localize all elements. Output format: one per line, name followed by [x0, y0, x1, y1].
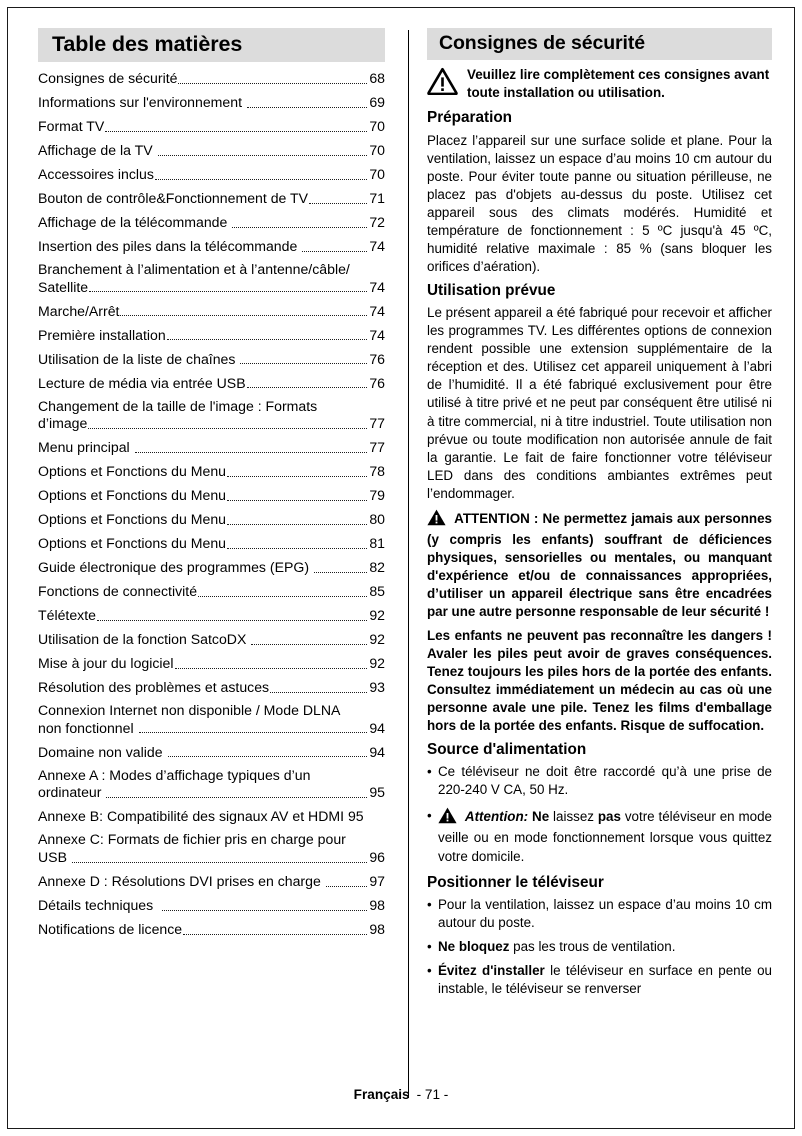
toc-leader-dots	[227, 500, 367, 501]
toc-page-number: 92	[369, 607, 385, 624]
toc-page-number: 78	[369, 463, 385, 480]
document-page	[7, 7, 795, 1129]
toc-entry[interactable]	[38, 189, 385, 208]
attention-block	[427, 509, 772, 621]
footer-page-number: - 71 -	[416, 1087, 449, 1102]
preparation-title: Préparation	[427, 109, 513, 127]
toc-leader-dots	[183, 934, 367, 935]
toc-entry-title: Détails techniques	[38, 897, 161, 913]
children-warning-body: Les enfants ne peuvent pas reconnaître les dangers ! Avaler les piles peut avoir de graves conséquences. Tenez toujours les piles hors de la portée des enfants. Consultez immédiatement un médecin au cas où une personne avale une pile. Tenez les films d'emballage hors de la portée des enfants. Risque de suffocation.	[427, 627, 772, 733]
toc-leader-dots	[309, 203, 367, 204]
toc-entry-title: Fonctions de connectivité	[38, 583, 198, 600]
toc-entry-title: Marche/Arrêt	[38, 302, 120, 319]
toc-page-number: 74	[369, 302, 385, 319]
toc-leader-dots	[227, 476, 367, 477]
table-of-contents-column	[8, 8, 407, 1068]
toc-entry-title: Résolution des problèmes et astuces	[38, 679, 270, 696]
toc-entry-title: Affichage de la TV	[38, 142, 157, 159]
safety-body	[427, 66, 772, 998]
toc-page-number: 70	[369, 142, 385, 159]
toc-page-number: 71	[369, 190, 385, 207]
toc-leader-dots	[227, 548, 367, 549]
toc-entry-title: Annexe B: Compatibilité des signaux AV et HDMI 95	[38, 808, 364, 825]
toc-leader-dots	[270, 692, 367, 693]
toc-entry-title: Satellite	[38, 278, 89, 295]
toc-leader-dots	[135, 452, 368, 453]
attention-inline-label: Attention:	[464, 809, 529, 825]
toc-entry-title: Accessoires inclus	[38, 166, 154, 183]
toc-entry-title: Format TV	[38, 118, 105, 135]
toc-entry-title: Bouton de contrôle&Fonctionnement de TV	[38, 190, 309, 207]
page-footer	[8, 1087, 794, 1102]
toc-entry[interactable]	[38, 69, 385, 88]
power-source-title: Source d'alimentation	[427, 741, 587, 759]
bullet2-rest: votre téléviseur en mode veille ou en mode fonctionnement lorsque vous quittez votre domicile.	[438, 809, 772, 864]
toc-page-number: 96	[369, 849, 385, 866]
toc-page-number: 76	[369, 350, 385, 367]
toc-list	[38, 69, 385, 938]
two-column-layout	[8, 8, 794, 1068]
toc-entry-title: Options et Fonctions du Menu	[38, 487, 227, 504]
bullet-bold: Évitez d'installer	[438, 962, 545, 978]
toc-entry[interactable]	[38, 237, 385, 256]
toc-entry[interactable]	[38, 350, 385, 369]
power-source-bullets	[427, 763, 772, 865]
toc-entry[interactable]	[38, 93, 385, 112]
toc-leader-dots	[198, 596, 367, 597]
toc-page-number: 69	[369, 94, 385, 111]
toc-entry-title-line1: Branchement à l’alimentation et à l’antenne/câble/	[38, 261, 350, 278]
toc-entry[interactable]	[38, 630, 385, 649]
toc-page-number: 77	[369, 415, 385, 432]
toc-leader-dots	[178, 83, 367, 84]
toc-leader-dots	[168, 756, 368, 757]
positioning-bullets	[427, 896, 772, 998]
toc-page-number: 82	[369, 559, 385, 576]
toc-page-number: 85	[369, 583, 385, 600]
toc-entry[interactable]	[38, 374, 385, 393]
list-item: • Ce téléviseur ne doit être raccordé qu’à une prise de 220-240 V CA, 50 Hz.	[427, 763, 772, 799]
warning-triangle-solid-icon	[427, 514, 450, 529]
toc-entry-title: d’image	[38, 415, 88, 432]
toc-entry[interactable]	[38, 767, 385, 802]
toc-page-number: 94	[369, 743, 385, 760]
toc-leader-dots	[88, 428, 367, 429]
toc-entry-title: Options et Fonctions du Menu	[38, 511, 227, 528]
toc-entry-title: Annexe D : Résolutions DVI prises en charge	[38, 873, 325, 890]
toc-leader-dots	[247, 387, 368, 388]
toc-entry-title: Guide électronique des programmes (EPG)	[38, 559, 313, 576]
toc-entry-title: Domaine non valide	[38, 743, 167, 760]
toc-page-number: 79	[369, 487, 385, 504]
toc-leader-dots	[247, 107, 367, 108]
toc-entry[interactable]	[38, 920, 385, 939]
column-divider	[408, 30, 409, 1098]
toc-leader-dots	[106, 797, 367, 798]
toc-page-number: 74	[369, 326, 385, 343]
toc-leader-dots	[326, 886, 368, 887]
toc-page-number: 95	[369, 784, 385, 801]
toc-page-number: 93	[369, 679, 385, 696]
toc-entry[interactable]	[38, 398, 385, 433]
toc-entry-title: Menu principal	[38, 439, 134, 456]
toc-entry-title-line1: Changement de la taille de l'image : Formats	[38, 397, 318, 414]
toc-entry-title-line2	[38, 849, 385, 867]
toc-entry-title: Informations sur l'environnement	[38, 94, 246, 111]
toc-entry[interactable]	[38, 510, 385, 529]
toc-entry[interactable]	[38, 462, 385, 481]
bullet2-bold1: Ne	[532, 809, 550, 825]
toc-entry-title: Affichage de la télécommande	[38, 214, 232, 231]
toc-entry-title-line2	[38, 720, 385, 738]
toc-leader-dots	[105, 131, 367, 132]
toc-leader-dots	[167, 339, 368, 340]
toc-entry-title: ordinateur	[38, 784, 106, 801]
toc-leader-dots	[302, 251, 367, 252]
toc-entry[interactable]	[38, 558, 385, 577]
toc-leader-dots	[97, 620, 367, 621]
toc-entry-title: Télétexte	[38, 607, 96, 624]
toc-page-number: 76	[369, 374, 385, 391]
toc-leader-dots	[72, 862, 367, 863]
toc-page-number: 74	[369, 278, 385, 295]
toc-leader-dots	[227, 524, 367, 525]
toc-entry-title: Lecture de média via entrée USB	[38, 374, 246, 391]
toc-entry-title-line1: Connexion Internet non disponible / Mode DLNA	[38, 702, 341, 719]
bullet2-mid: laissez	[549, 809, 598, 825]
toc-page-number: 80	[369, 511, 385, 528]
toc-page-number: 70	[369, 118, 385, 135]
toc-entry[interactable]	[38, 117, 385, 136]
toc-leader-dots	[175, 668, 368, 669]
toc-entry[interactable]	[38, 486, 385, 505]
warning-triangle-solid-icon	[438, 812, 457, 827]
toc-page-number: 74	[369, 238, 385, 255]
toc-page-number: 81	[369, 535, 385, 552]
toc-page-number: 72	[369, 214, 385, 231]
preparation-body: Placez l’appareil sur une surface solide et plane. Pour la ventilation, laissez un espace d’au moins 10 cm autour du poste. Pour éviter toute panne ou situation périlleuse, ne placez pas d'objets au-dessus du poste. Utilisez cet appareil sous des climats modérés. Humidité et température de fonctionnement : 5 ºC jusqu'à 45 ºC, humidité relative maximale : 85 % (sans bloquer les orifices d’aération).	[427, 132, 772, 274]
safety-heading: Consignes de sécurité	[427, 28, 772, 60]
warning-triangle-outline-icon	[427, 67, 458, 100]
list-item	[427, 807, 772, 865]
toc-page-number: 70	[369, 166, 385, 183]
bullet-bold: Ne bloquez	[438, 938, 510, 954]
toc-entry[interactable]	[38, 831, 385, 866]
toc-leader-dots	[251, 644, 367, 645]
toc-entry[interactable]	[38, 807, 385, 826]
toc-entry-title: Options et Fonctions du Menu	[38, 535, 227, 552]
toc-leader-dots	[120, 315, 367, 316]
safety-instructions-column	[407, 8, 794, 1068]
bullet-rest: le téléviseur en surface en pente ou instable, le téléviseur se renverser	[438, 962, 772, 996]
toc-entry-title: Notifications de licence	[38, 920, 183, 937]
toc-entry[interactable]	[38, 582, 385, 601]
toc-entry-title-line2	[38, 784, 385, 802]
toc-leader-dots	[155, 179, 367, 180]
list-item	[427, 938, 772, 956]
attention-body: Ne permettez jamais aux personnes (y compris les enfants) souffrant de déficiences physiques, sensorielles ou mentales, ou manquant d'expérience et/ou de connaissances appropriées, d’utiliser un appareil électrique sans être encadrées par une autre personne responsable de leur sécurité !	[427, 510, 772, 619]
toc-heading: Table des matières	[38, 28, 385, 62]
toc-entry[interactable]	[38, 141, 385, 160]
toc-entry[interactable]	[38, 213, 385, 232]
toc-page-number: 92	[369, 631, 385, 648]
intended-use-title: Utilisation prévue	[427, 281, 556, 299]
toc-page-number: 94	[369, 719, 385, 736]
toc-entry[interactable]	[38, 654, 385, 673]
footer-language: Français	[353, 1087, 410, 1102]
attention-label: ATTENTION :	[454, 510, 539, 526]
toc-entry-title: Insertion des piles dans la télécommande	[38, 238, 302, 255]
toc-entry[interactable]	[38, 165, 385, 184]
lead-warning-text: Veuillez lire complètement ces consignes avant toute installation ou utilisation.	[467, 67, 770, 100]
toc-entry-title: non fonctionnel	[38, 719, 138, 736]
toc-entry[interactable]	[38, 702, 385, 737]
toc-page-number: 68	[369, 70, 385, 87]
toc-entry[interactable]	[38, 606, 385, 625]
bullet-rest: pas les trous de ventilation.	[509, 938, 676, 954]
toc-entry-title: Utilisation de la liste de chaînes	[38, 350, 240, 367]
toc-page-number: 98	[369, 920, 385, 937]
toc-entry[interactable]	[38, 872, 385, 891]
lead-warning	[427, 66, 772, 101]
intended-use-body: Le présent appareil a été fabriqué pour recevoir et afficher les programmes TV. Les différentes options de connexion rendent possible une extension supplémentaire de la réception et des. Utilisez cet appareil uniquement à l’abri de l’humidité. Il a été fabriqué exclusivement pour être utilisé à titre privé et ne peut par conséquent être utilisé ni à titre commercial, ni à titre industriel. Toute utilisation non prévue ou toute modification non autorisée annule de fait la garantie. Le fait de faire fonctionner votre téléviseur LED dans des conditions ambiantes extrêmes peut l’endommager.	[427, 305, 772, 501]
toc-entry[interactable]	[38, 896, 385, 915]
toc-page-number: 92	[369, 655, 385, 672]
toc-entry[interactable]	[38, 743, 385, 762]
toc-entry-title-line1: Annexe A : Modes d’affichage typiques d’un	[38, 766, 311, 783]
toc-entry[interactable]	[38, 326, 385, 345]
toc-entry-title: Première installation	[38, 326, 166, 343]
toc-leader-dots	[240, 363, 367, 364]
toc-page-number: 98	[369, 897, 385, 913]
toc-entry[interactable]	[38, 302, 385, 321]
toc-entry[interactable]	[38, 534, 385, 553]
toc-entry-title: Options et Fonctions du Menu	[38, 463, 227, 480]
list-item	[427, 962, 772, 998]
toc-entry-title-line1: Annexe C: Formats de fichier pris en charge pour	[38, 831, 346, 848]
toc-leader-dots	[232, 227, 367, 228]
toc-entry-title: Consignes de sécurité	[38, 70, 178, 87]
toc-leader-dots	[89, 291, 367, 292]
positioning-title: Positionner le téléviseur	[427, 873, 604, 891]
bullet2-bold2: pas	[597, 809, 621, 825]
toc-entry-title-line2	[38, 279, 385, 297]
toc-leader-dots	[139, 732, 368, 733]
toc-leader-dots	[158, 155, 368, 156]
toc-entry[interactable]	[38, 438, 385, 457]
toc-entry-title: Utilisation de la fonction SatcoDX	[38, 631, 251, 648]
toc-leader-dots	[162, 910, 367, 911]
toc-page-number: 77	[369, 439, 385, 456]
toc-entry[interactable]	[38, 261, 385, 296]
toc-leader-dots	[314, 572, 367, 573]
toc-entry-title: USB	[38, 849, 71, 866]
toc-entry-title-line2	[38, 415, 385, 433]
toc-page-number: 97	[369, 873, 385, 890]
toc-entry[interactable]	[38, 678, 385, 697]
toc-entry-title: Mise à jour du logiciel	[38, 655, 174, 672]
list-item: • Pour la ventilation, laissez un espace d’au moins 10 cm autour du poste.	[427, 896, 772, 932]
